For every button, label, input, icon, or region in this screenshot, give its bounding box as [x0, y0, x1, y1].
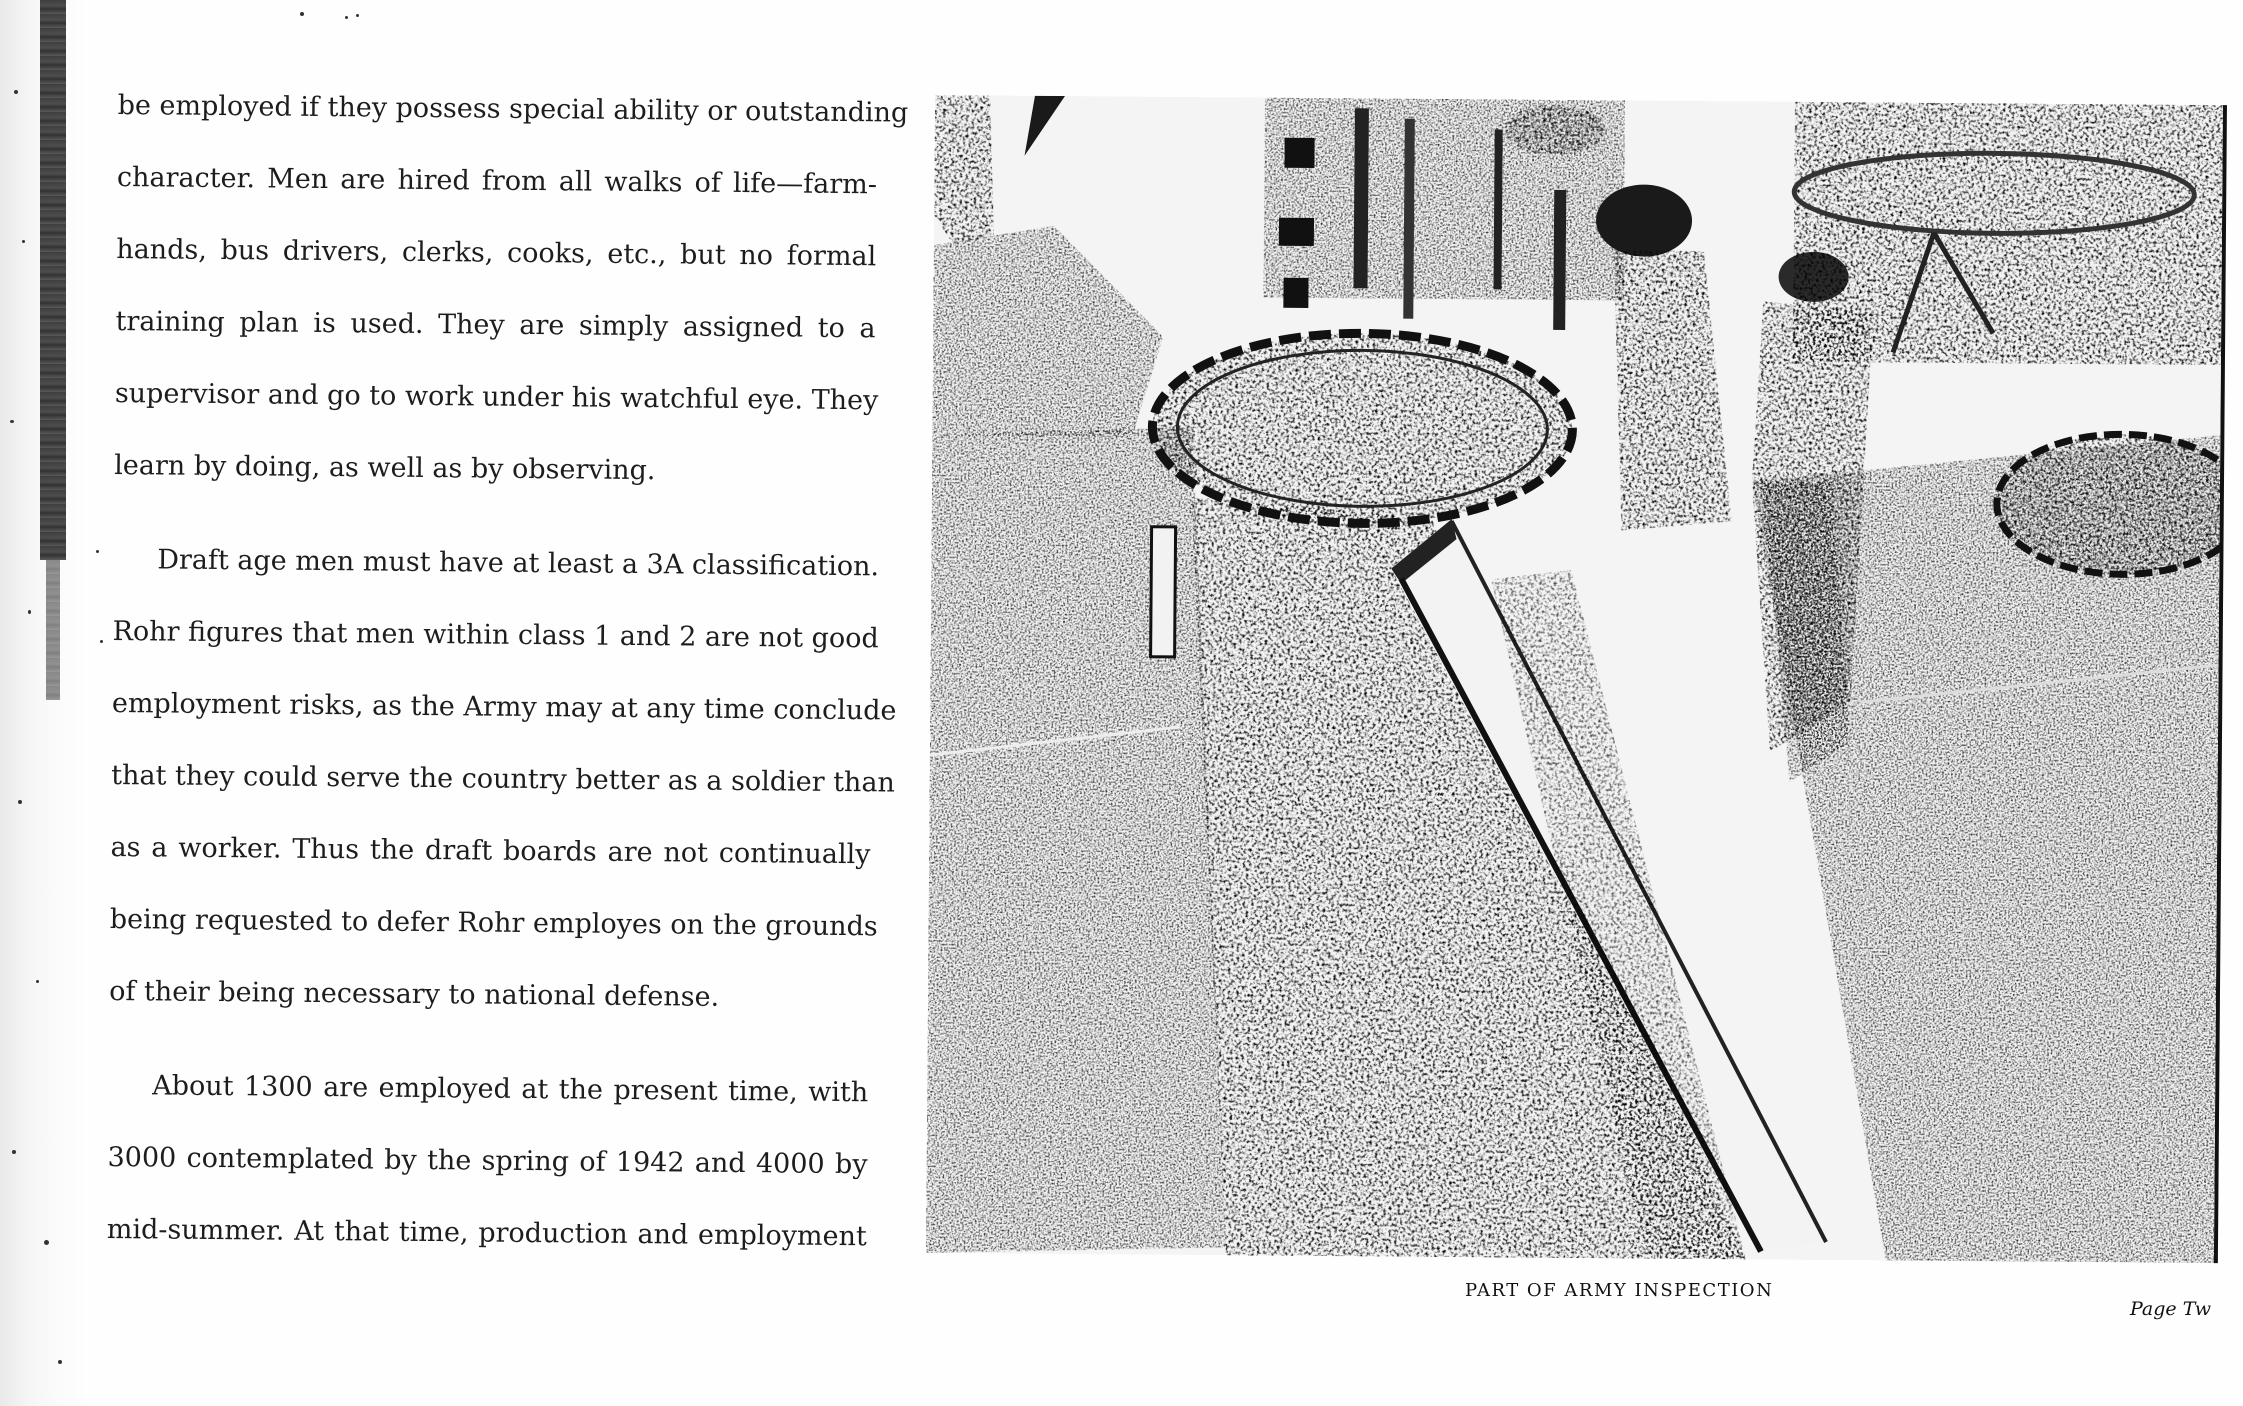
text-line: supervisor and go to work under his watchful eye. They: [114, 377, 879, 417]
page-binding-edge: [0, 0, 90, 1406]
text-line: Rohr figures that men within class 1 and 2 are not good: [112, 615, 879, 655]
text-line: of their being necessary to national defense.: [109, 975, 720, 1013]
paragraph-2: [109, 524, 897, 1035]
scan-speck: [356, 14, 359, 17]
scan-speck: [22, 240, 25, 243]
scan-speck: [96, 550, 99, 553]
text-line: 3000 contemplated by the spring of 1942 and 4000 by: [107, 1141, 868, 1181]
text-line: learn by doing, as well as by observing.: [114, 449, 656, 487]
text-line: training plan is used. They are simply assigned to a: [115, 305, 876, 345]
text-line: mid-summer. At that time, production and employment: [106, 1213, 867, 1253]
text-line: as a worker. Thus the draft boards are not continually: [110, 831, 871, 871]
scan-speck: [14, 90, 18, 94]
page-number-label: Page Tw: [2130, 1298, 2211, 1320]
paragraph-3: [107, 1050, 869, 1273]
scan-speck: [300, 12, 304, 16]
text-line: hands, bus drivers, clerks, cooks, etc., but no formal: [116, 233, 877, 273]
text-line: be employed if they possess special ability or outstanding: [117, 89, 909, 129]
scan-speck: [100, 640, 103, 643]
paragraph-1: [114, 70, 909, 509]
photo-caption: PART OF ARMY INSPECTION: [1465, 1280, 1774, 1301]
scan-speck: [28, 610, 31, 614]
text-line: employment risks, as the Army may at any time conclude: [111, 687, 897, 727]
binding-shadow: [40, 0, 66, 560]
inspection-photo: [926, 95, 2227, 1263]
scan-speck: [12, 1150, 16, 1154]
binding-shadow-lower: [46, 560, 60, 700]
text-line: Draft age men must have at least a 3A classification.: [157, 544, 880, 583]
scan-speck: [345, 16, 348, 19]
scan-speck: [44, 1240, 49, 1245]
inspection-photo-image: [926, 95, 2223, 1263]
body-text-column: [106, 70, 909, 1273]
text-line: being requested to defer Rohr employes on the grounds: [109, 903, 878, 943]
text-line: character. Men are hired from all walks of life—farm-: [116, 161, 878, 201]
scan-speck: [58, 1360, 62, 1364]
text-line: About 1300 are employed at the present time, with: [152, 1070, 869, 1109]
scan-speck: [18, 800, 22, 804]
text-line: that they could serve the country better as a soldier than: [111, 759, 896, 799]
scan-speck: [10, 420, 14, 423]
scan-speck: [36, 980, 39, 983]
